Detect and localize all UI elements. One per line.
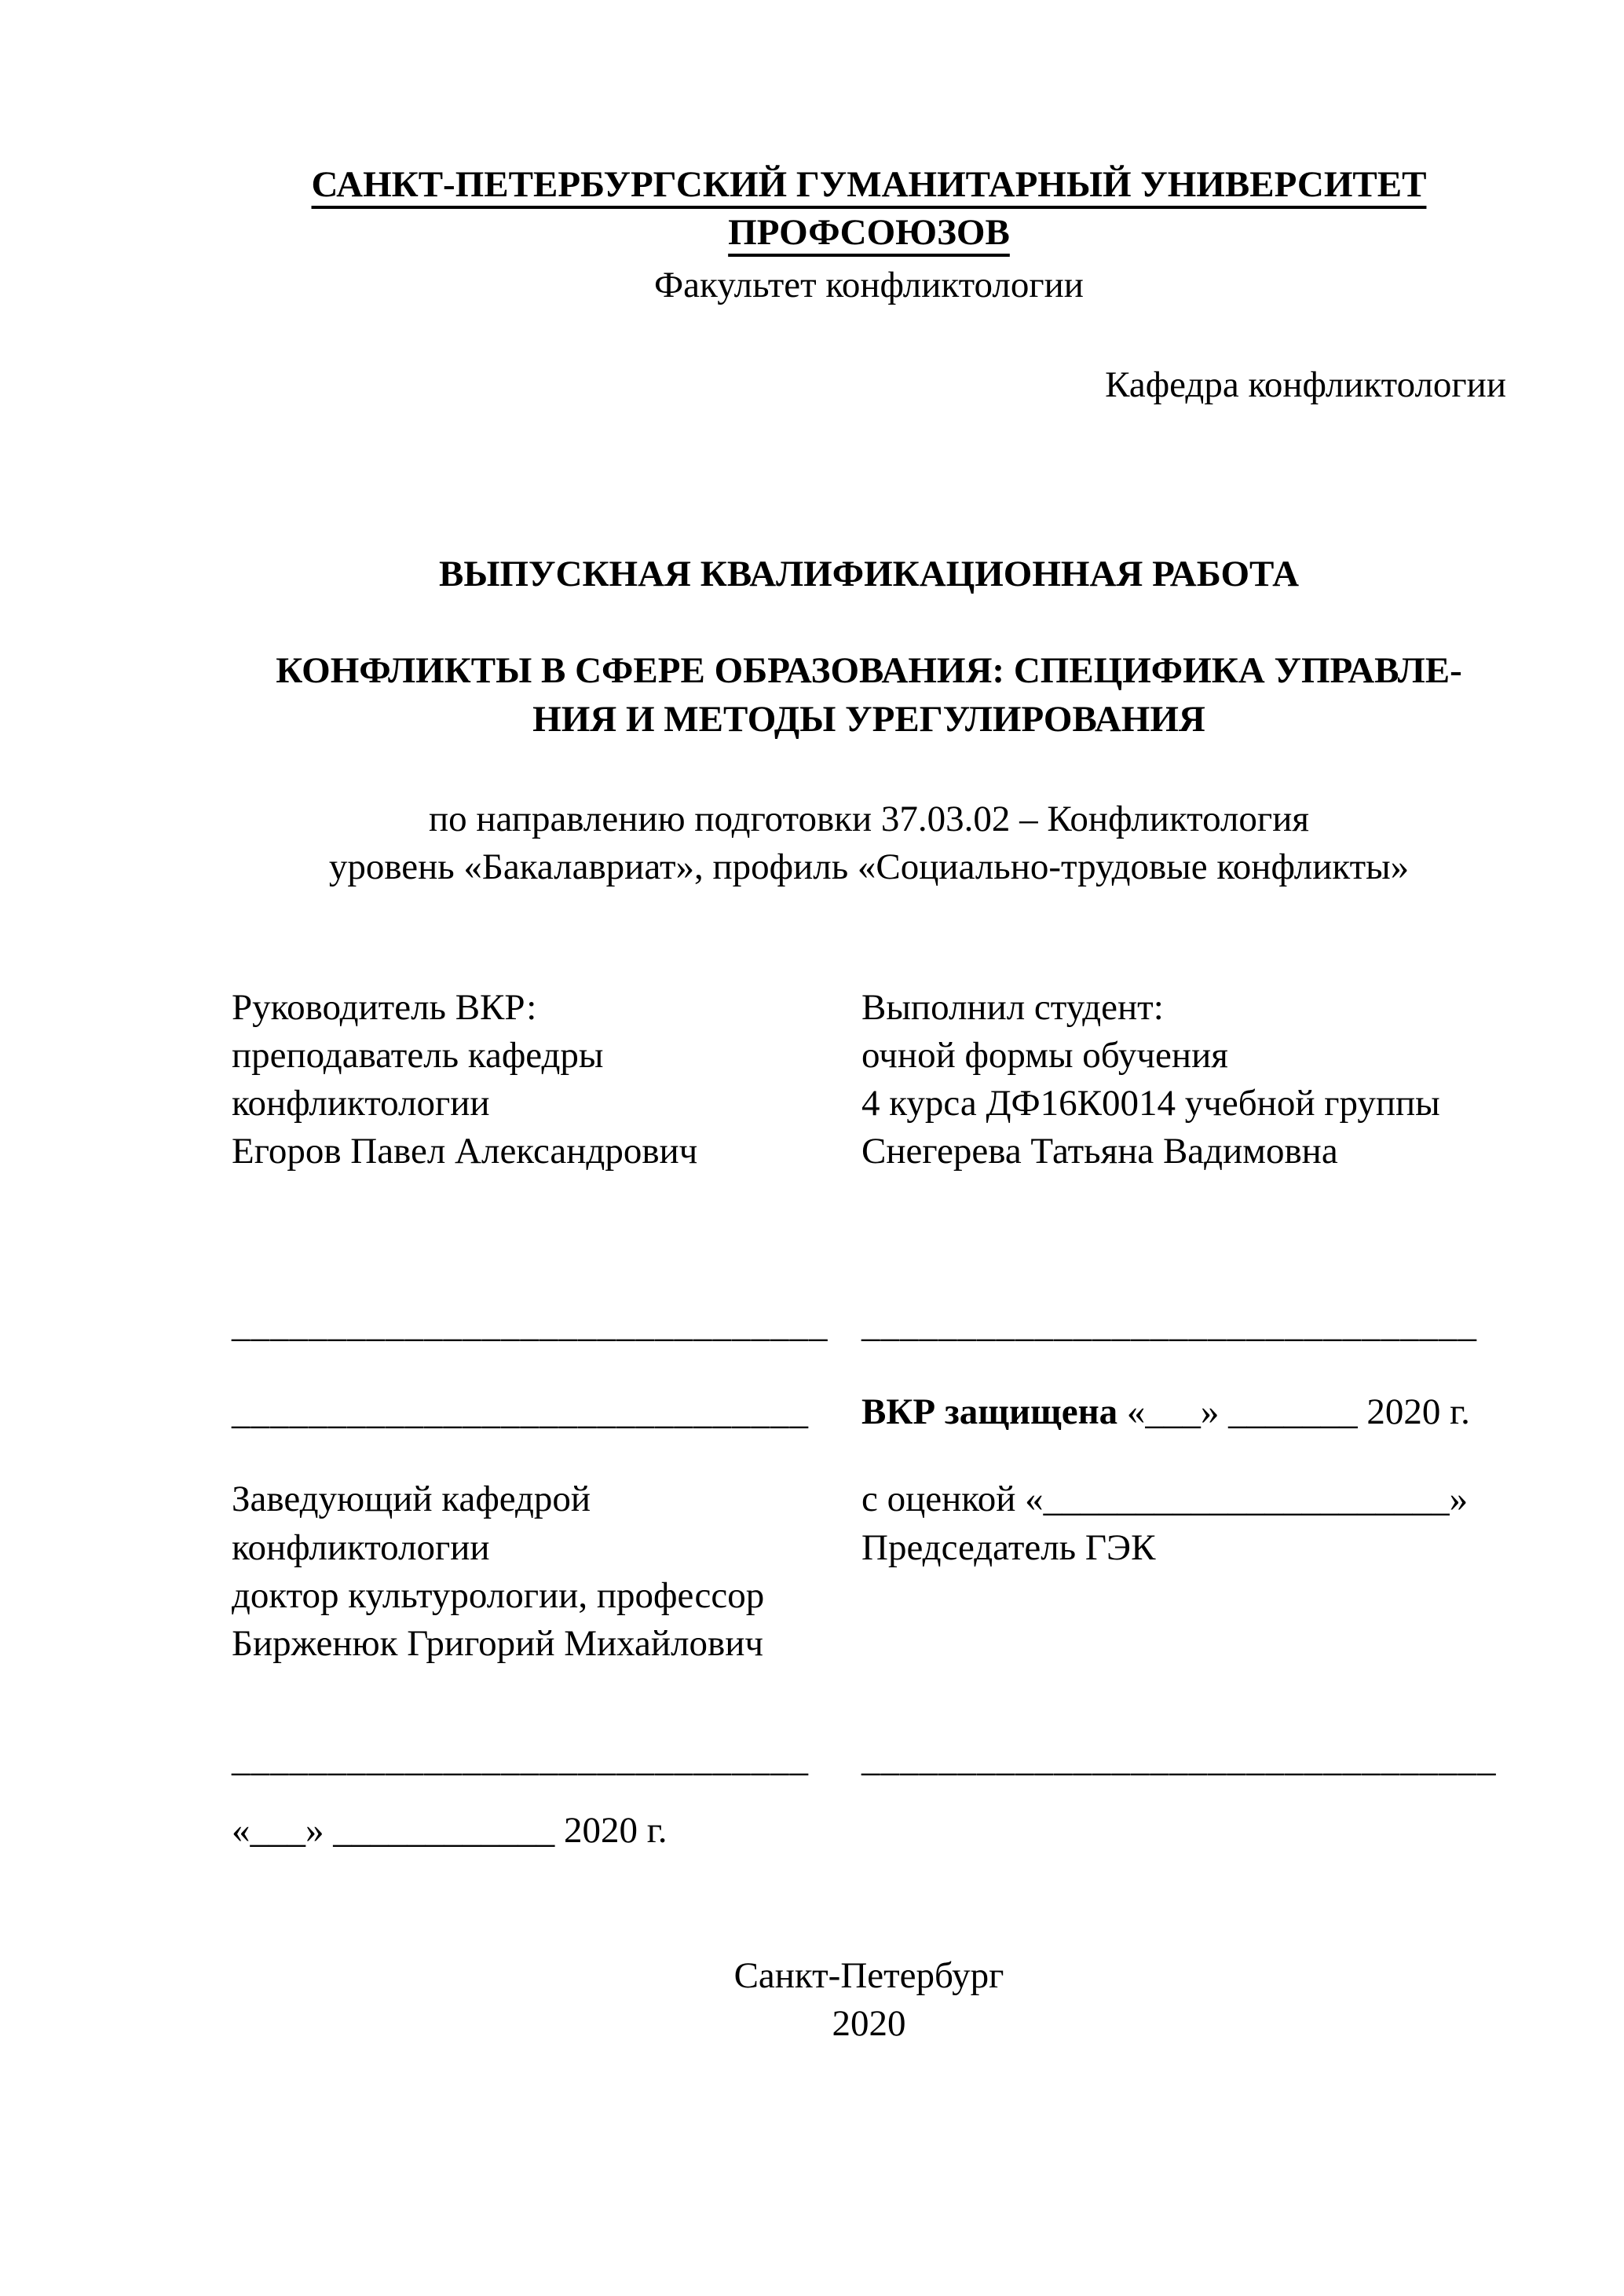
chairman-signature-line: _________________________________ bbox=[861, 1738, 1497, 1779]
thesis-title-line-2: НИЯ И МЕТОДЫ УРЕГУЛИРОВАНИЯ bbox=[532, 698, 1205, 740]
faculty-name: Факультет конфликтологии bbox=[654, 265, 1084, 306]
chairman-label: Председатель ГЭК bbox=[861, 1526, 1156, 1568]
footer bbox=[232, 1952, 1506, 2048]
row-signatures-3 bbox=[232, 1735, 1506, 1783]
supervisor-position-line-1: преподаватель кафедры bbox=[232, 1034, 604, 1076]
program-level-profile: уровень «Бакалавриат», профиль «Социально-трудовые конфликты» bbox=[328, 846, 1410, 887]
student-study-form: очной формы обучения bbox=[861, 1034, 1228, 1076]
defense-defended-label: ВКР защищена bbox=[861, 1391, 1118, 1433]
supervisor-position-line-2: конфликтологии bbox=[232, 1083, 490, 1124]
head-of-department-block bbox=[232, 1475, 861, 1667]
thesis-title-line-1: КОНФЛИКТЫ В СФЕРЕ ОБРАЗОВАНИЯ: СПЕЦИФИКА УПРАВЛЕ- bbox=[276, 650, 1462, 692]
student-name: Снегерева Татьяна Вадимовна bbox=[861, 1131, 1338, 1172]
grade-line: с оценкой «______________________» bbox=[861, 1479, 1469, 1520]
signature-columns bbox=[232, 984, 1506, 1855]
university-name: САНКТ-ПЕТЕРБУРГСКИЙ ГУМАНИТАРНЫЙ УНИВЕРСИТЕТ ПРОФСОЮЗОВ bbox=[311, 164, 1427, 254]
supervisor-name: Егоров Павел Александрович bbox=[232, 1131, 698, 1172]
supervisor-signature-line-2: ______________________________ bbox=[232, 1391, 809, 1433]
supervisor-signature-line: _______________________________ bbox=[232, 1304, 828, 1346]
defense-defended-blanks: «___» _______ 2020 г. bbox=[1117, 1391, 1470, 1433]
program-info bbox=[232, 795, 1506, 891]
row-signatures-1 bbox=[232, 1301, 1506, 1349]
date-line: «___» ____________ 2020 г. bbox=[232, 1809, 668, 1851]
student-group: 4 курса ДФ16К0014 учебной группы bbox=[861, 1083, 1440, 1124]
row-date bbox=[232, 1807, 1506, 1855]
work-type-heading: ВЫПУСКНАЯ КВАЛИФИКАЦИОННАЯ РАБОТА bbox=[438, 554, 1300, 595]
city: Санкт-Петербург bbox=[733, 1954, 1004, 1996]
row-signatures-2 bbox=[232, 1388, 1506, 1436]
grade-block bbox=[861, 1475, 1506, 1667]
head-degree-line: доктор культурологии, профессор bbox=[232, 1574, 765, 1616]
supervisor-block bbox=[232, 984, 861, 1175]
department-name: Кафедра конфликтологии bbox=[1105, 364, 1506, 406]
student-block bbox=[861, 984, 1506, 1175]
head-name: Бирженюк Григорий Михайлович bbox=[232, 1622, 764, 1664]
row-head-and-grade bbox=[232, 1475, 1506, 1667]
year: 2020 bbox=[832, 2003, 906, 2045]
thesis-title bbox=[232, 647, 1506, 743]
program-direction: по направлению подготовки 37.03.02 – Конфликтология bbox=[429, 798, 1309, 839]
student-label: Выполнил студент: bbox=[861, 986, 1164, 1028]
head-position-line-1: Заведующий кафедрой bbox=[232, 1479, 591, 1520]
empty-cell bbox=[861, 1807, 1506, 1855]
defense-date-line bbox=[861, 1388, 1506, 1436]
head-signature-line: ______________________________ bbox=[232, 1738, 809, 1779]
student-signature-line: ________________________________ bbox=[861, 1304, 1477, 1346]
head-position-line-2: конфликтологии bbox=[232, 1526, 490, 1568]
supervisor-label: Руководитель ВКР: bbox=[232, 986, 537, 1028]
row-people bbox=[232, 984, 1506, 1175]
